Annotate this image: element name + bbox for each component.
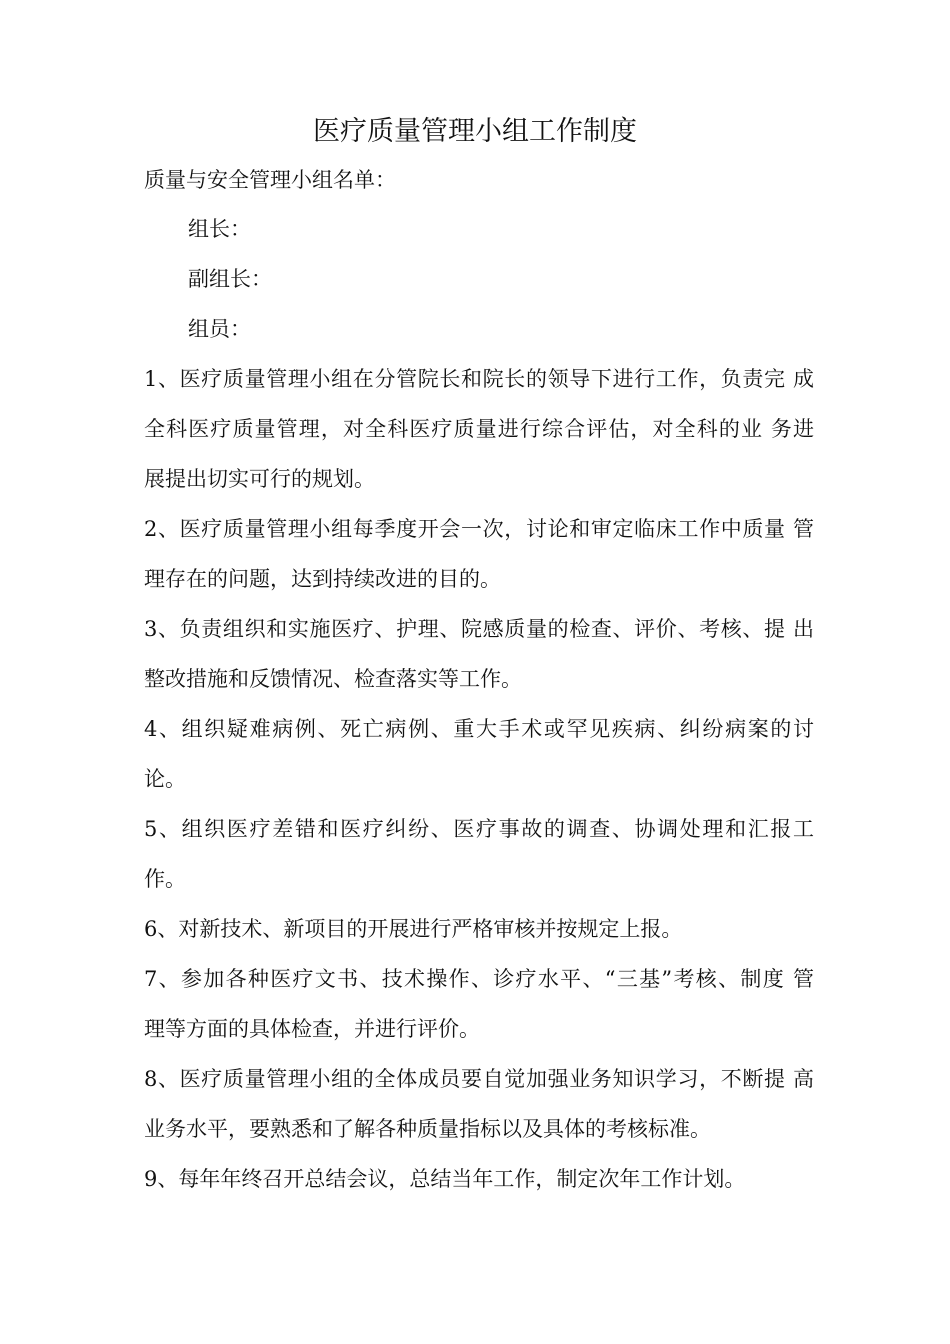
document-title: 医疗质量管理小组工作制度 [313,116,637,147]
item-8-line-2: 业务水平，要熟悉和了解各种质量指标以及具体的考核标准。 [144,1117,711,1141]
item-4-line-2: 论。 [144,767,186,791]
item-7-line-2: 理等方面的具体检查，并进行评价。 [144,1017,480,1041]
item-4-line-1: 4、组织疑难病例、死亡病例、重大手术或罕见疾病、纠纷病案的讨 [144,717,814,741]
vice-leader-label: 副组长： [188,267,272,291]
members-label: 组员： [188,317,251,341]
item-8-line-1: 8、医疗质量管理小组的全体成员要自觉加强业务知识学习，不断提 高 [144,1067,814,1091]
item-3-line-2: 整改措施和反馈情况、检查落实等工作。 [144,667,522,691]
item-2-line-2: 理存在的问题，达到持续改进的目的。 [144,567,501,591]
item-5-line-1: 5、组织医疗差错和医疗纠纷、医疗事故的调查、协调处理和汇报工 [144,817,814,841]
item-3-line-1: 3、负责组织和实施医疗、护理、院感质量的检查、评价、考核、提 出 [144,617,814,641]
item-7-line-1: 7、参加各种医疗文书、技术操作、诊疗水平、“三基”考核、制度 管 [144,967,814,991]
item-5-line-2: 作。 [144,867,186,891]
item-9-line-1: 9、每年年终召开总结会议，总结当年工作，制定次年工作计划。 [144,1167,746,1191]
item-1-line-3: 展提出切实可行的规划。 [144,467,375,491]
item-1-line-2: 全科医疗质量管理，对全科医疗质量进行综合评估，对全科的业 务进 [144,417,814,441]
item-2-line-1: 2、医疗质量管理小组每季度开会一次，讨论和审定临床工作中质量 管 [144,517,814,541]
leader-label: 组长： [188,217,251,241]
item-1-line-1: 1、医疗质量管理小组在分管院长和院长的领导下进行工作，负责完 成 [144,367,814,391]
item-6-line-1: 6、对新技术、新项目的开展进行严格审核并按规定上报。 [144,917,683,941]
list-header: 质量与安全管理小组名单： [144,168,396,192]
